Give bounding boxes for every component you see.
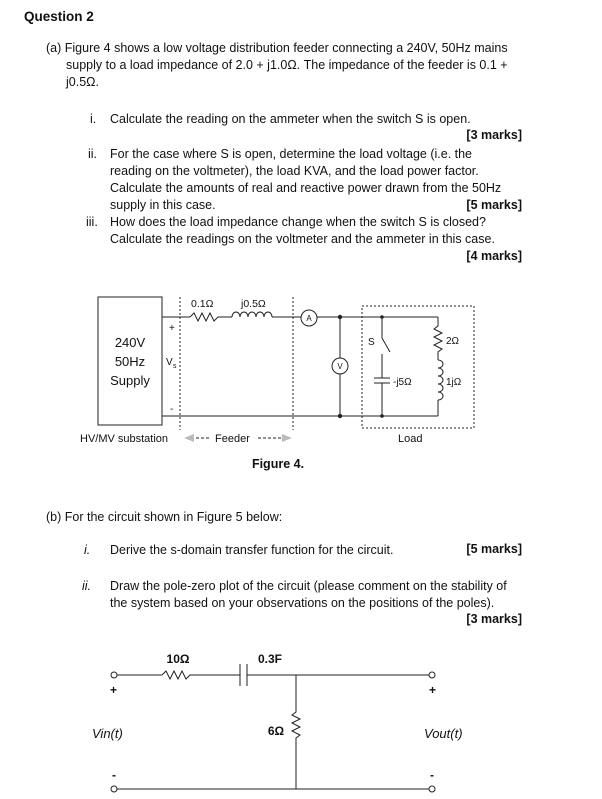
part-a-q2-line-3: Calculate the amounts of real and reactive power drawn from the 50Hz bbox=[110, 181, 502, 195]
question-title: Question 2 bbox=[24, 9, 94, 24]
switch-blade bbox=[382, 338, 390, 352]
resistor-6 bbox=[292, 675, 300, 789]
capacitor-03f bbox=[240, 664, 247, 686]
part-a-intro-line-2: supply to a load impedance of 2.0 + j1.0Ω. The impedance of the feeder is 0.1 + bbox=[66, 58, 508, 72]
vin-minus: - bbox=[112, 768, 116, 782]
vin-plus: + bbox=[110, 683, 118, 697]
supply-label-1: 240V bbox=[114, 335, 146, 350]
figure-4-caption: Figure 4. bbox=[251, 457, 305, 471]
vin-plus-terminal bbox=[111, 672, 117, 678]
load-label: Load bbox=[398, 433, 423, 445]
vout-minus-terminal bbox=[429, 786, 435, 792]
part-a-intro-line-3: j0.5Ω. bbox=[66, 75, 99, 89]
vin-label: Vin(t) bbox=[92, 726, 123, 741]
load-inductor bbox=[438, 360, 443, 400]
vs-subscript: s bbox=[173, 363, 177, 370]
supply-plus: + bbox=[169, 323, 175, 334]
supply-label-2: 50Hz bbox=[114, 354, 146, 369]
node-switch-bottom bbox=[380, 414, 384, 418]
part-b-intro: (b) For the circuit shown in Figure 5 below: bbox=[46, 510, 283, 524]
part-b-q2-line-1: Draw the pole-zero plot of the circuit (please comment on the stability of bbox=[110, 579, 507, 593]
load-resistor bbox=[434, 317, 442, 360]
part-b-q2-line-2: the system based on your observations on the positions of the poles). bbox=[110, 596, 495, 610]
node-switch-top bbox=[380, 315, 384, 319]
part-a-q2-marks: [5 marks] bbox=[466, 198, 522, 212]
part-a-q1-text: Calculate the reading on the ammeter when the switch S is open. bbox=[110, 112, 471, 126]
feeder-resistor bbox=[190, 313, 232, 321]
feeder-arrow-right-head bbox=[282, 434, 292, 442]
part-a-q2-line-1: For the case where S is open, determine the load voltage (i.e. the bbox=[110, 147, 473, 161]
part-a-q3-line-2: Calculate the readings on the voltmeter and the ammeter in this case. bbox=[110, 232, 495, 246]
capacitor-label-fig5: 0.3F bbox=[257, 652, 283, 666]
vout-label: Vout(t) bbox=[424, 726, 463, 741]
part-a-q1-number: i. bbox=[90, 112, 97, 126]
vout-plus: + bbox=[429, 683, 437, 697]
ammeter-label: A bbox=[306, 314, 312, 323]
feeder-resistance-label: 0.1Ω bbox=[191, 298, 214, 310]
vin-minus-terminal bbox=[111, 786, 117, 792]
voltmeter-label: V bbox=[337, 362, 343, 371]
node-bottom bbox=[338, 414, 342, 418]
part-b-q2-marks: [3 marks] bbox=[466, 612, 522, 626]
part-a-q2-number: ii. bbox=[88, 147, 98, 161]
capacitor-label: -j5Ω bbox=[393, 377, 412, 388]
resistor-6-label: 6Ω bbox=[267, 724, 285, 738]
supply-label-3: Supply bbox=[110, 373, 150, 388]
part-a-q3-line-1: How does the load impedance change when the switch S is closed? bbox=[110, 215, 486, 229]
part-a-q2-line-2: reading on the voltmeter), the load KVA, and the load power factor. bbox=[110, 164, 479, 178]
feeder-inductor bbox=[232, 312, 272, 317]
part-a-intro-line-1: (a) Figure 4 shows a low voltage distribution feeder connecting a 240V, 50Hz mains bbox=[46, 41, 508, 55]
part-a-q3-number: iii. bbox=[86, 215, 98, 229]
vs-label: V bbox=[166, 357, 173, 368]
resistor-10-label: 10Ω bbox=[166, 652, 190, 666]
part-a-q3-marks: [4 marks] bbox=[466, 249, 522, 263]
part-a-q1-marks: [3 marks] bbox=[466, 128, 522, 142]
part-b-q1-text: Derive the s-domain transfer function for the circuit. bbox=[110, 543, 394, 557]
part-b-q1-number: i. bbox=[84, 543, 91, 557]
feeder-label: Feeder bbox=[215, 433, 250, 445]
capacitor-plates bbox=[374, 378, 390, 383]
feeder-arrow-left-head bbox=[184, 434, 194, 442]
vout-plus-terminal bbox=[429, 672, 435, 678]
part-b-q1-marks: [5 marks] bbox=[466, 542, 522, 556]
part-a-q2-line-4: supply in this case. bbox=[110, 198, 216, 212]
part-b-q2-number: ii. bbox=[82, 579, 92, 593]
vout-minus: - bbox=[430, 768, 434, 782]
load-box bbox=[362, 306, 474, 428]
load-reactance-label: 1jΩ bbox=[446, 377, 462, 388]
supply-minus: - bbox=[170, 404, 174, 415]
node-top bbox=[338, 315, 342, 319]
load-resistance-label: 2Ω bbox=[446, 336, 460, 347]
switch-label: S bbox=[368, 337, 375, 348]
substation-label: HV/MV substation bbox=[80, 433, 169, 445]
resistor-10 bbox=[162, 671, 240, 679]
feeder-reactance-label: j0.5Ω bbox=[241, 298, 266, 310]
